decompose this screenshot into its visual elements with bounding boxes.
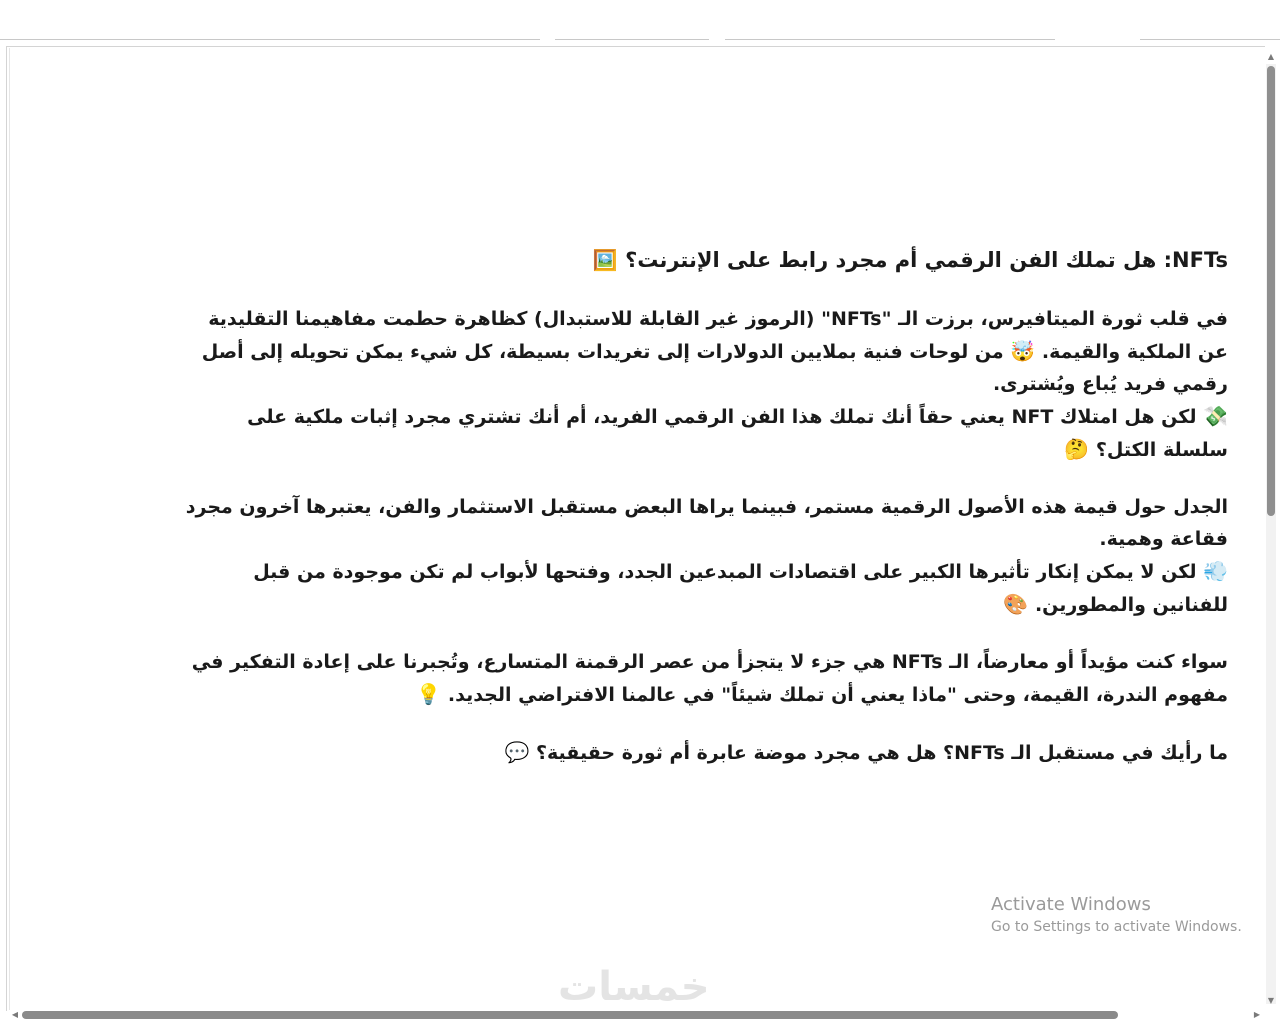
paragraph-text: من لوحات فنية بملايين الدولارات إلى تغريدات بسيطة، كل شيء يمكن تحويله إلى أصل رقمي فريد يُباع ويُشترى.: [201, 341, 1228, 395]
vertical-scrollbar-thumb[interactable]: [1267, 66, 1275, 516]
activate-windows-subtitle: Go to Settings to activate Windows.: [991, 919, 1242, 935]
top-divider: [1140, 39, 1280, 40]
paragraph-text: الجدل حول قيمة هذه الأصول الرقمية مستمر، فبينما يراها البعض مستقبل الاستثمار والفن، يعتبرها آخرون مجرد فقاعة وهمية.: [185, 496, 1228, 550]
speech-balloon-icon: 💬: [504, 740, 530, 764]
paragraph-text: لكن هل امتلاك NFT يعني حقاً أنك تملك هذا الفن الرقمي الفريد، أم أنك تشتري مجرد إثبات ملكية على سلسلة الكتل؟: [247, 406, 1228, 461]
thinking-face-icon: 🤔: [1064, 437, 1090, 461]
top-divider: [555, 39, 709, 40]
article-title: [180, 243, 1228, 277]
light-bulb-icon: 💡: [416, 682, 442, 706]
paragraph-question: [180, 736, 1228, 769]
scroll-down-icon[interactable]: ▼: [1267, 996, 1275, 1005]
scroll-right-icon[interactable]: ▶: [1253, 1010, 1261, 1019]
exploding-head-icon: 🤯: [1010, 339, 1036, 363]
scroll-left-icon[interactable]: ◀: [11, 1010, 19, 1019]
article: [180, 243, 1228, 794]
paragraph-text: سواء كنت مؤيداً أو معارضاً، الـ NFTs هي جزء لا يتجزأ من عصر الرقمنة المتسارع، وتُجبرنا على إعادة التفكير في مفهوم الندرة، القيمة، وحتى "ماذا يعني أن تملك شيئاً" في عالمنا الافتراضي الجديد.: [191, 651, 1228, 706]
top-bar: [0, 0, 1280, 40]
scroll-up-icon[interactable]: ▲: [1267, 52, 1275, 61]
paragraph-text: في قلب ثورة الميتافيرس، برزت الـ "NFTs" (الرموز غير القابلة للاستبدال) كظاهرة حطمت مفاهيمنا التقليدية عن الملكية والقيمة.: [208, 308, 1228, 363]
activate-windows-title: Activate Windows: [991, 894, 1151, 915]
khamsat-logo-watermark: خمسات: [558, 964, 710, 1010]
paragraph-intro: [180, 303, 1228, 466]
paragraph-conclusion: [180, 646, 1228, 711]
activate-windows-notice: [991, 893, 1242, 937]
top-divider: [0, 39, 540, 40]
paragraph-text: لكن لا يمكن إنكار تأثيرها الكبير على اقتصادات المبدعين الجدد، وفتحها لأبواب لم تكن موجودة من قبل للفنانين والمطورين.: [253, 561, 1228, 616]
article-title-text: NFTs: هل تملك الفن الرقمي أم مجرد رابط على الإنترنت؟: [625, 248, 1228, 272]
paragraph-text: ما رأيك في مستقبل الـ NFTs؟ هل هي مجرد موضة عابرة أم ثورة حقيقية؟: [535, 742, 1228, 764]
viewport-edge: [9, 48, 10, 1010]
dash-icon: 💨: [1203, 559, 1228, 583]
horizontal-scrollbar-thumb[interactable]: [22, 1011, 1118, 1019]
framed-picture-icon: 🖼️: [592, 248, 618, 272]
top-divider: [725, 39, 1055, 40]
artist-palette-icon: 🎨: [1003, 592, 1029, 616]
paragraph-debate: [180, 491, 1228, 621]
money-wings-icon: 💸: [1203, 404, 1228, 428]
